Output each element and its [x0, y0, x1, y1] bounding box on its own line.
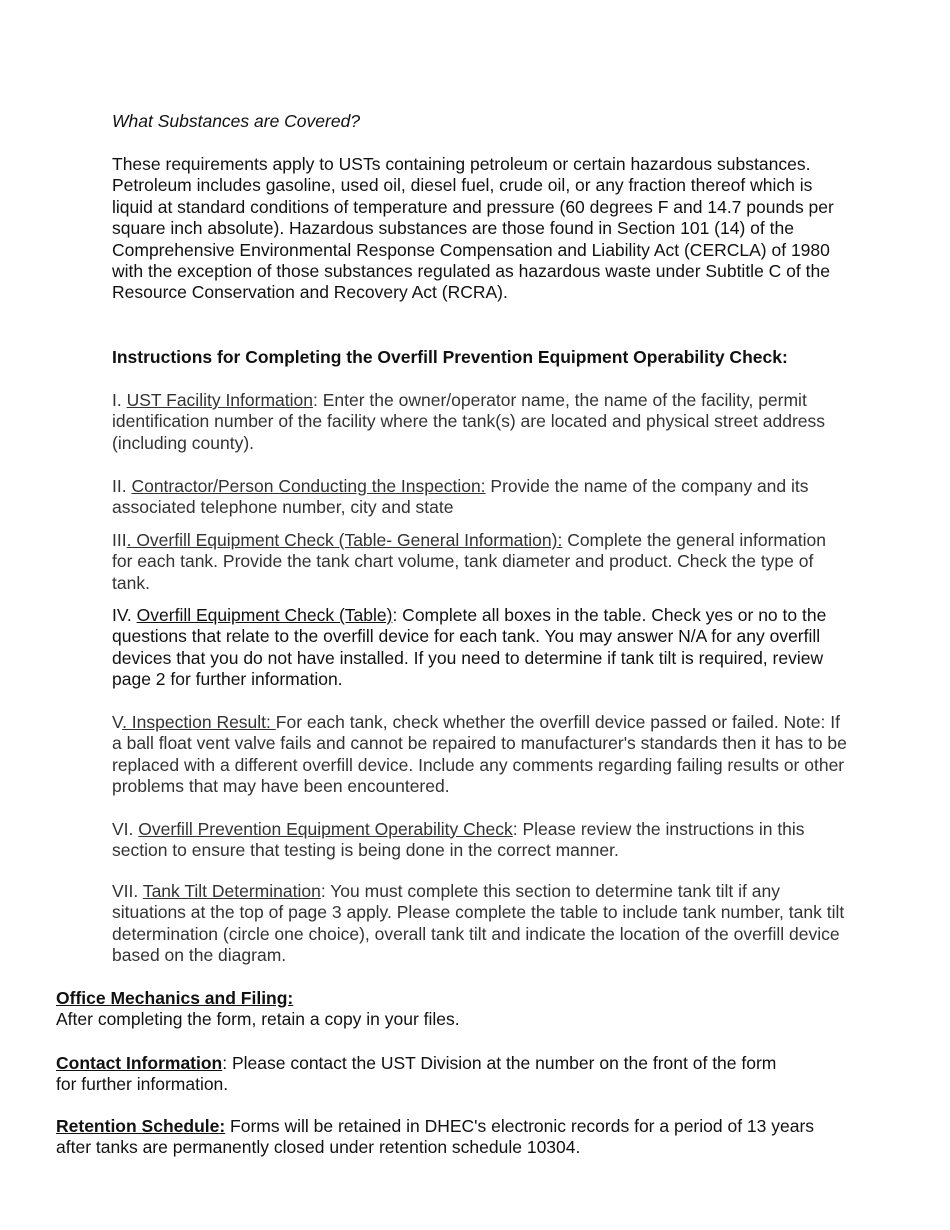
section-6-title: Overfill Prevention Equipment Operability Check — [138, 819, 513, 839]
section-2-number: II. — [112, 476, 132, 496]
section-2-body: Provide the name of the company and its associated telephone number, city and state — [112, 476, 809, 518]
section-5-number: V — [112, 712, 123, 732]
section-3-number: III — [112, 530, 127, 550]
section-6-number: VI. — [112, 819, 139, 839]
retention-schedule — [56, 1116, 831, 1159]
section-2 — [112, 476, 847, 519]
contact-information-body: : Please contact the UST Division at the number on the front of the form for further information. — [56, 1053, 777, 1095]
section-3 — [112, 530, 847, 594]
section-6-body: : Please review the instructions in this section to ensure that testing is being done in the correct manner. — [112, 819, 805, 861]
substances-covered-paragraph: These requirements apply to USTs containing petroleum or certain hazardous substances. Petroleum includes gasoline, used oil, diesel fuel, crude oil, or any fraction thereof which is liquid at standard conditions of temperature and pressure (60 degrees F and 14.7 pounds per square inch absolute). Hazardous substances are those found in Section 101 (14) of the Comprehensive Environmental Response Compensation and Liability Act (CERCLA) of 1980 with the exception of those substances regulated as hazardous waste under Subtitle C of the Resource Conservation and Recovery Act (RCRA). — [112, 154, 834, 303]
section-7-title: Tank Tilt Determination — [142, 881, 321, 901]
section-4-title: Overfill Equipment Check (Table) — [136, 605, 393, 625]
section-2-title: Contractor/Person Conducting the Inspection: — [131, 476, 486, 496]
section-4-number: IV. — [112, 605, 137, 625]
office-mechanics — [56, 988, 846, 1031]
retention-schedule-heading: Retention Schedule: — [56, 1116, 226, 1136]
instructions-heading: Instructions for Completing the Overfill Prevention Equipment Operability Check: — [112, 347, 788, 367]
contact-information-heading: Contact Information — [56, 1053, 223, 1073]
section-1-title: UST Facility Information — [126, 390, 313, 410]
section-6 — [112, 819, 847, 862]
office-mechanics-heading: Office Mechanics and Filing: — [56, 988, 294, 1008]
section-1-number: I. — [112, 390, 127, 410]
section-5-title: . Inspection Result: — [122, 712, 276, 732]
section-5 — [112, 712, 847, 798]
section-7 — [112, 881, 847, 967]
section-3-title: . Overfill Equipment Check (Table- General Information): — [126, 530, 563, 550]
contact-information — [56, 1053, 796, 1096]
section-7-number: VII. — [112, 881, 143, 901]
section-1 — [112, 390, 847, 454]
section-5-body: For each tank, check whether the overfill device passed or failed. Note: If a ball float vent valve fails and cannot be repaired to manufacturer's standards then it has to be replaced with a different overfill device. Include any comments regarding failing results or other problems that may have been encountered. — [112, 712, 847, 797]
section-7-body: : You must complete this section to determine tank tilt if any situations at the top of page 3 apply. Please complete the table to include tank number, tank tilt determination (circle one choice), overall tank tilt and indicate the location of the overfill device based on the diagram. — [112, 881, 845, 966]
section-4 — [112, 605, 847, 691]
retention-schedule-body: Forms will be retained in DHEC's electronic records for a period of 13 years after tanks are permanently closed under retention schedule 10304. — [56, 1116, 815, 1158]
section-1-body: : Enter the owner/operator name, the name of the facility, permit identification number of the facility where the tank(s) are located and physical street address (including county). — [112, 390, 826, 453]
section-4-body: : Complete all boxes in the table. Check yes or no to the questions that relate to the overfill device for each tank. You may answer N/A for any overfill devices that you do not have installed. If you need to determine if tank tilt is required, review page 2 for further information. — [112, 605, 827, 690]
heading-substances-covered: What Substances are Covered? — [112, 111, 361, 131]
office-mechanics-body: After completing the form, retain a copy in your files. — [56, 1009, 460, 1030]
section-3-body: Complete the general information for each tank. Provide the tank chart volume, tank diameter and product. Check the type of tank. — [112, 530, 826, 593]
